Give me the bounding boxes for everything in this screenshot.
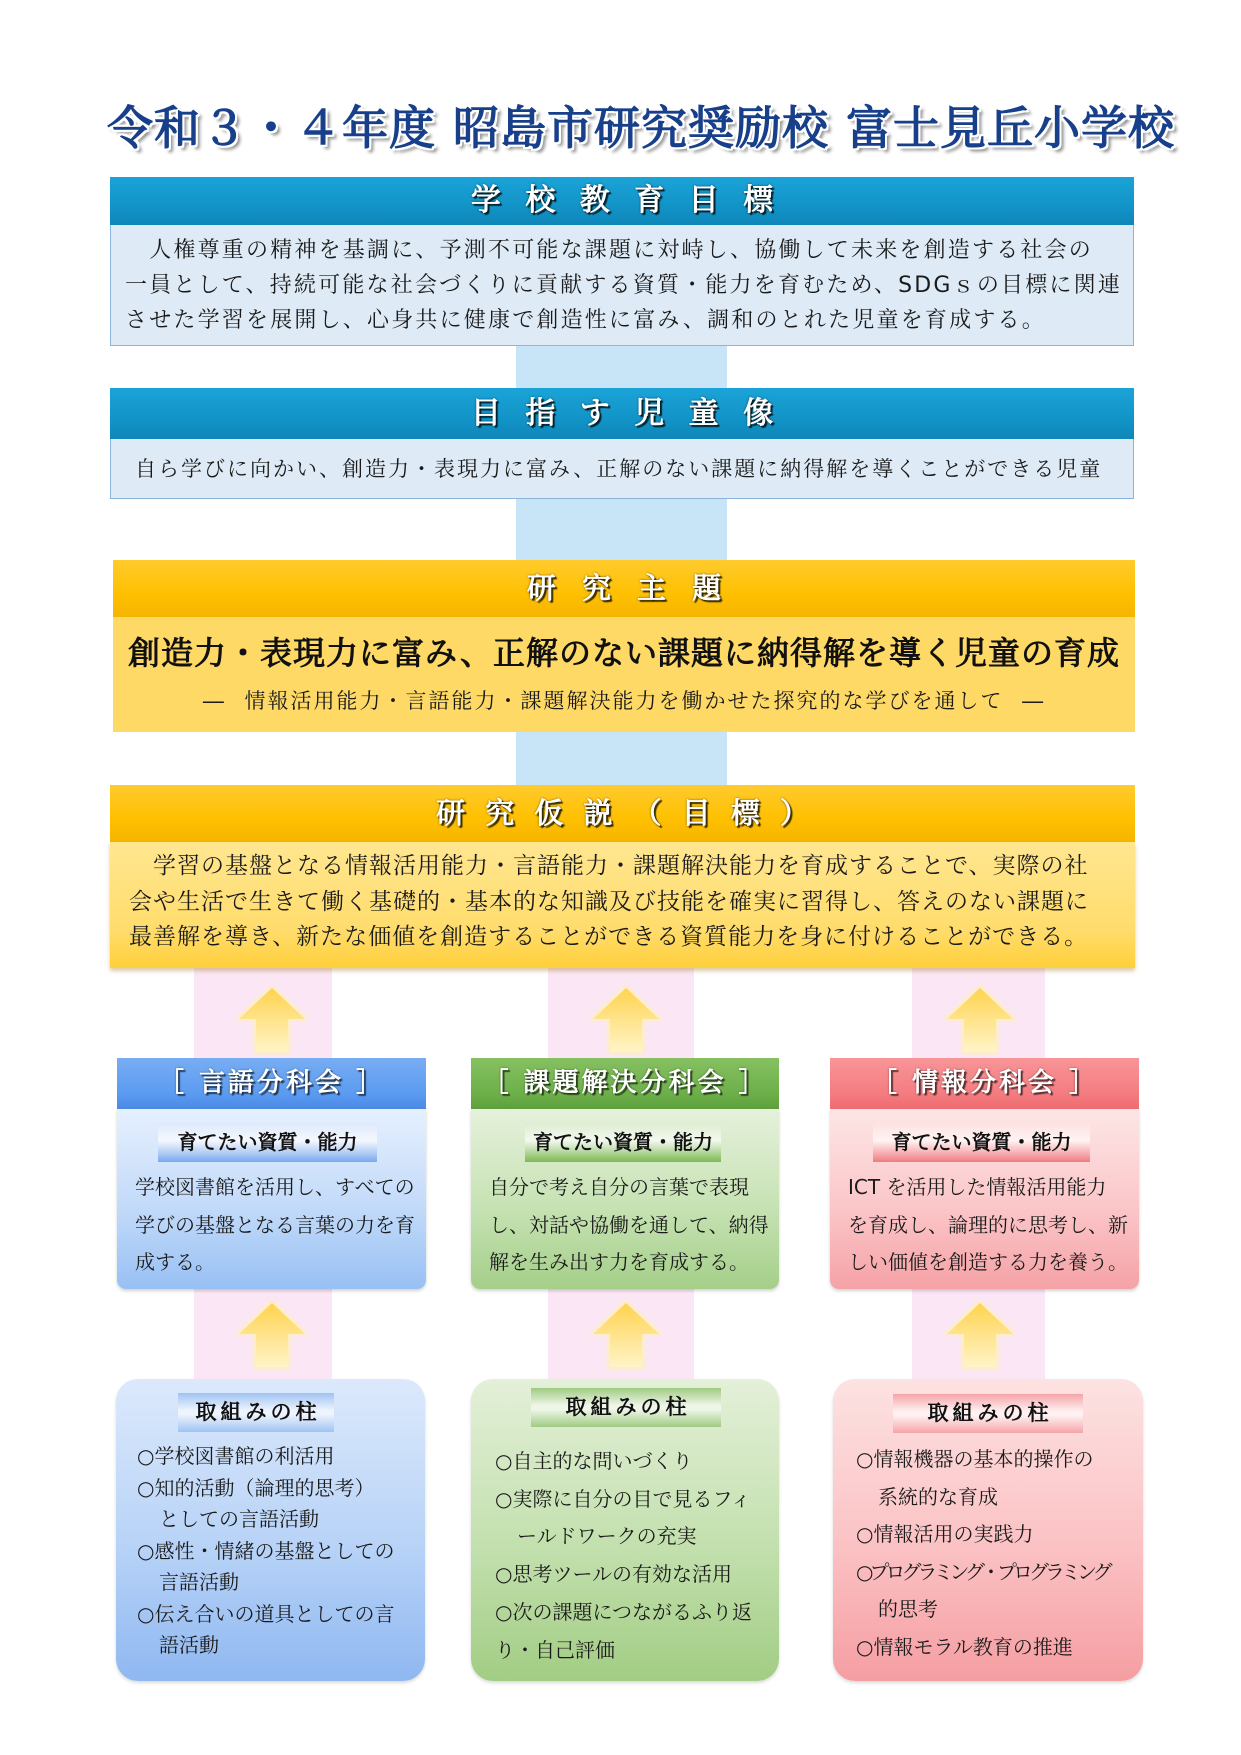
pillar-list: [856, 1441, 1109, 1667]
pillar-item-continued: 語活動: [159, 1633, 219, 1657]
competency-label: 育てたい資質・能力: [525, 1123, 721, 1162]
school-goal-line: させた学習を展開し、心身共に健康で創造性に富み、調和のとれた児童を育成する。: [125, 308, 1046, 333]
pillar-item-continued: 的思考: [878, 1597, 938, 1622]
research-hypothesis-heading: 研 究 仮 説 （ 目 標 ）: [110, 785, 1135, 842]
subcommittee-body: [471, 1109, 779, 1289]
pillar-item: ○学校図書館の利活用: [137, 1444, 335, 1468]
competency-line: し、対話や協働を通して、納得: [489, 1212, 769, 1237]
page-title: 令和３・４年度 昭島市研究奨励校 富士見丘小学校: [107, 101, 1176, 155]
pillar-item: ○伝え合いの道具としての言: [137, 1601, 395, 1626]
research-hypothesis-line: 会や生活で生きて働く基礎的・基本的な知識及び技能を確実に習得し、答えのない課題に: [129, 888, 1089, 915]
pillar-box-problem-solving: [471, 1379, 779, 1681]
pillar-label: 取組みの柱: [178, 1393, 334, 1432]
pillar-list: [137, 1441, 394, 1662]
school-goal-line: 人権尊重の精神を基調に、予測不可能な課題に対峙し、協働して未来を創造する社会の: [125, 238, 1094, 263]
up-arrow-icon: [232, 982, 312, 1056]
subcommittee-heading: ［ 情報分科会 ］: [830, 1058, 1139, 1109]
pillar-item: ○実際に自分の目で見るフィ: [495, 1486, 751, 1511]
school-goal-heading: 学 校 教 育 目 標: [110, 177, 1134, 225]
up-arrow-icon: [232, 1297, 312, 1371]
ideal-student-heading: 目 指 す 児 童 像: [110, 388, 1134, 439]
research-theme-subtitle: ― 情報活用能力・言語能力・課題解決能力を働かせた探究的な学びを通して ―: [202, 689, 1046, 713]
subcommittee-body: [117, 1109, 426, 1289]
ideal-student-text: 自ら学びに向かい、創造力・表現力に富み、正解のない課題に納得解を導くことができる児童: [135, 457, 1103, 481]
pillar-item: ○情報活用の実践力: [856, 1522, 1034, 1547]
school-goal-line: 一員として、持続可能な社会づくりに貢献する資質・能力を育むため、SDGｓの目標に関連: [125, 273, 1123, 298]
competency-text: [135, 1169, 415, 1282]
pillar-box-language: [116, 1379, 425, 1681]
competency-line: 解を生み出す力を育成する。: [489, 1250, 749, 1275]
research-theme-section: [113, 560, 1135, 732]
research-hypothesis-body: [110, 842, 1135, 968]
pillar-item: ○プログラミング・プログラミング: [856, 1559, 1109, 1584]
research-theme-heading: 研 究 主 題: [113, 560, 1135, 617]
pillar-item: ○自主的な問いづくり: [495, 1449, 693, 1473]
research-theme-body: [113, 617, 1135, 732]
school-goal-body: [110, 225, 1134, 346]
pillar-item: ○知的活動（論理的思考）: [137, 1475, 375, 1500]
competency-line: 学びの基盤となる言葉の力を育: [135, 1212, 415, 1237]
research-hypothesis-section: [110, 785, 1135, 968]
subcommittee-language: [117, 1058, 426, 1289]
pillar-item-continued: 系統的な育成: [878, 1484, 998, 1509]
competency-line: 自分で考え自分の言葉で表現: [489, 1175, 749, 1199]
subcommittee-heading: ［ 言語分科会 ］: [117, 1058, 426, 1109]
ideal-student-body: [110, 439, 1134, 499]
pillar-item: ○情報機器の基本的操作の: [856, 1447, 1094, 1471]
pillar-label: 取組みの柱: [893, 1394, 1083, 1433]
competency-text: [489, 1169, 769, 1282]
pillar-list: [495, 1443, 752, 1669]
subcommittee-heading: ［ 課題解決分科会 ］: [471, 1058, 779, 1109]
subcommittee-information: [830, 1058, 1139, 1289]
research-theme-main: 創造力・表現力に富み、正解のない課題に納得解を導く児童の育成: [128, 634, 1120, 672]
pillar-item: ○情報モラル教育の推進: [856, 1634, 1073, 1659]
competency-line: しい価値を創造する力を養う。: [848, 1250, 1128, 1275]
competency-label: 育てたい資質・能力: [873, 1123, 1090, 1162]
pillar-item-continued: ールドワークの充実: [517, 1524, 697, 1549]
competency-line: ICT を活用した情報活用能力: [848, 1175, 1107, 1199]
competency-line: 成する。: [135, 1250, 215, 1275]
up-arrow-icon: [586, 1297, 666, 1371]
competency-line: を育成し、論理的に思考し、新: [848, 1212, 1128, 1237]
ideal-student-section: [110, 388, 1134, 499]
pillar-item: ○次の課題につながるふり返: [495, 1599, 753, 1624]
competency-label: 育てたい資質・能力: [158, 1123, 377, 1162]
pillar-box-information: [833, 1379, 1143, 1681]
up-arrow-icon: [940, 982, 1020, 1056]
competency-text: [848, 1169, 1128, 1282]
research-hypothesis-line: 最善解を導き、新たな価値を創造することができる資質能力を身に付けることができる。: [129, 924, 1089, 950]
pillar-label: 取組みの柱: [531, 1388, 721, 1427]
pillar-item: ○思考ツールの有効な活用: [495, 1562, 733, 1587]
up-arrow-icon: [940, 1297, 1020, 1371]
subcommittee-body: [830, 1109, 1139, 1289]
research-hypothesis-line: 学習の基盤となる情報活用能力・言語能力・課題解決能力を育成することで、実際の社: [129, 853, 1089, 879]
pillar-item: ○感性・情緒の基盤としての: [137, 1538, 395, 1563]
competency-line: 学校図書館を活用し、すべての: [135, 1175, 415, 1199]
pillar-item-continued: り・自己評価: [495, 1637, 615, 1662]
up-arrow-icon: [586, 982, 666, 1056]
pillar-item-continued: 言語活動: [159, 1570, 239, 1594]
pillar-item-continued: としての言語活動: [159, 1507, 319, 1531]
school-goal-section: [110, 177, 1134, 346]
subcommittee-problem-solving: [471, 1058, 779, 1289]
